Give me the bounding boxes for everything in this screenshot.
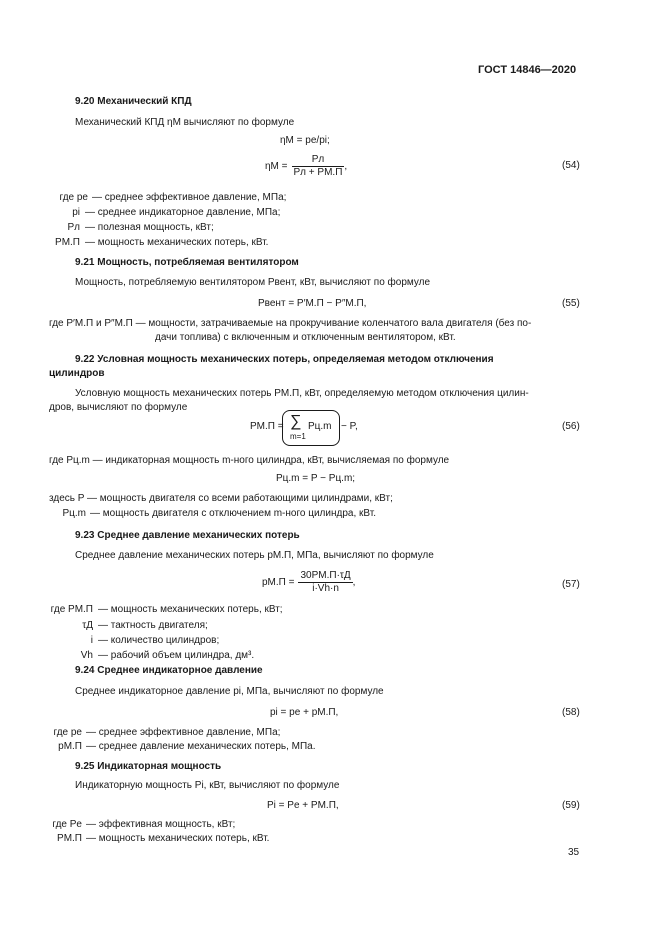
definition-text: — среднее эффективное давление, МПа; [86, 727, 281, 738]
definition-text: — среднее эффективное давление, МПа; [92, 192, 287, 203]
definition-text: где P′М.П и P″М.П — мощности, затрачиваемые на прокручивание коленчатого вала двигателя (без по- [49, 318, 532, 329]
formula-lhs: pМ.П = [262, 576, 295, 588]
definition-symbol: где Pe [52, 819, 82, 830]
formula-tail: , [344, 160, 348, 172]
section-heading-9-22: 9.22 Условная мощность механических потерь, определяемая методом отключения [75, 354, 494, 365]
definition-symbol: Pл [67, 222, 80, 233]
section-heading-9-21: 9.21 Мощность, потребляемая вентилятором [75, 257, 299, 268]
formula-tail: , [352, 576, 356, 588]
definition-text: дачи топлива) с включенным и отключенным вентилятором, кВт. [155, 332, 456, 343]
definition-symbol: PМ.П [55, 237, 80, 248]
definition-text: — тактность двигателя; [98, 620, 208, 631]
definition-symbol: pМ.П [58, 741, 82, 752]
definition-text: — мощность механических потерь, кВт. [85, 237, 269, 248]
definition-text: — количество цилиндров; [98, 635, 220, 646]
equation-number: (58) [562, 707, 580, 718]
section-intro: Мощность, потребляемую вентилятором Pвент, кВт, вычисляют по формуле [75, 277, 431, 288]
formula: ηМ = pe/pi; [280, 135, 330, 146]
definition-text: где Pц.m — индикаторная мощность m-ного цилиндра, кВт, вычисляемая по формуле [49, 455, 450, 466]
section-heading-9-20: 9.20 Механический КПД [75, 96, 192, 107]
fraction [298, 570, 352, 595]
definition-text: — мощность двигателя с отключением m-ного цилиндра, кВт. [90, 508, 376, 519]
formula-tail: − P, [341, 421, 358, 432]
definition-text: — полезная мощность, кВт; [85, 222, 214, 233]
definition-symbol: τД [82, 620, 93, 631]
fraction-denominator: i·Vh·n [312, 582, 339, 594]
fraction-numerator: Pл [292, 154, 345, 167]
fraction-denominator: Pл + PМ.П [293, 166, 343, 178]
definition-symbol: Vh [80, 650, 93, 661]
page-number: 35 [568, 847, 580, 858]
equation-number: (54) [562, 160, 580, 171]
formula: Pвент = P′М.П − P″М.П, [258, 298, 367, 309]
definition-symbol: Pц.m [62, 508, 86, 519]
formula [265, 150, 347, 182]
section-intro: Условную мощность механических потерь PМ.П, кВт, определяемую методом отключения цилин- [75, 388, 529, 399]
definition-symbol: где pe [53, 727, 82, 738]
definition-text: — мощность механических потерь, кВт; [98, 604, 283, 615]
formula [262, 566, 355, 598]
formula: pi = pe + pМ.П, [270, 707, 339, 718]
equation-number: (56) [562, 421, 580, 432]
formula-lhs: PМ.П = [250, 421, 284, 432]
definition-text: — среднее давление механических потерь, МПа. [86, 741, 316, 752]
formula: Pц.m = P − Pц.m; [276, 473, 356, 484]
definition-text: — среднее индикаторное давление, МПа; [85, 207, 281, 218]
definition-text: здесь P — мощность двигателя со всеми работающими цилиндрами, кВт; [49, 493, 393, 504]
definition-symbol: i [90, 635, 93, 646]
summation-term: Pц.m [308, 421, 332, 432]
equation-number: (57) [562, 579, 580, 590]
section-heading-9-23: 9.23 Среднее давление механических потерь [75, 530, 300, 541]
definition-text: — рабочий объем цилиндра, дм³. [98, 650, 255, 661]
definition-symbol: где pe [59, 192, 88, 203]
section-intro: Среднее индикаторное давление pi, МПа, вычисляют по формуле [75, 686, 384, 697]
summation-index: m=1 [290, 432, 306, 441]
fraction-numerator: 30PМ.П·τД [300, 569, 351, 581]
section-intro: Механический КПД ηМ вычисляют по формуле [75, 117, 295, 128]
fraction [292, 153, 348, 179]
section-heading-9-22-cont: цилиндров [49, 368, 105, 379]
equation-number: (59) [562, 800, 580, 811]
formula-lhs: ηМ = [265, 160, 288, 172]
section-intro: дров, вычисляют по формуле [49, 402, 188, 413]
definition-text: — мощность механических потерь, кВт. [86, 833, 270, 844]
section-heading-9-25: 9.25 Индикаторная мощность [75, 761, 222, 772]
definition-text: — эффективная мощность, кВт; [86, 819, 236, 830]
section-intro: Индикаторную мощность Pi, кВт, вычисляют по формуле [75, 780, 340, 791]
document-id: ГОСТ 14846—2020 [478, 64, 577, 76]
formula: Pi = Pe + PМ.П, [267, 800, 339, 811]
definition-symbol: где PМ.П [50, 604, 93, 615]
definition-symbol: pi [72, 207, 80, 218]
equation-number: (55) [562, 298, 580, 309]
section-heading-9-24: 9.24 Среднее индикаторное давление [75, 665, 263, 676]
summation-sign: ∑ [290, 413, 302, 430]
definition-symbol: PМ.П [57, 833, 82, 844]
section-intro: Среднее давление механических потерь pМ.П, МПа, вычисляют по формуле [75, 550, 434, 561]
